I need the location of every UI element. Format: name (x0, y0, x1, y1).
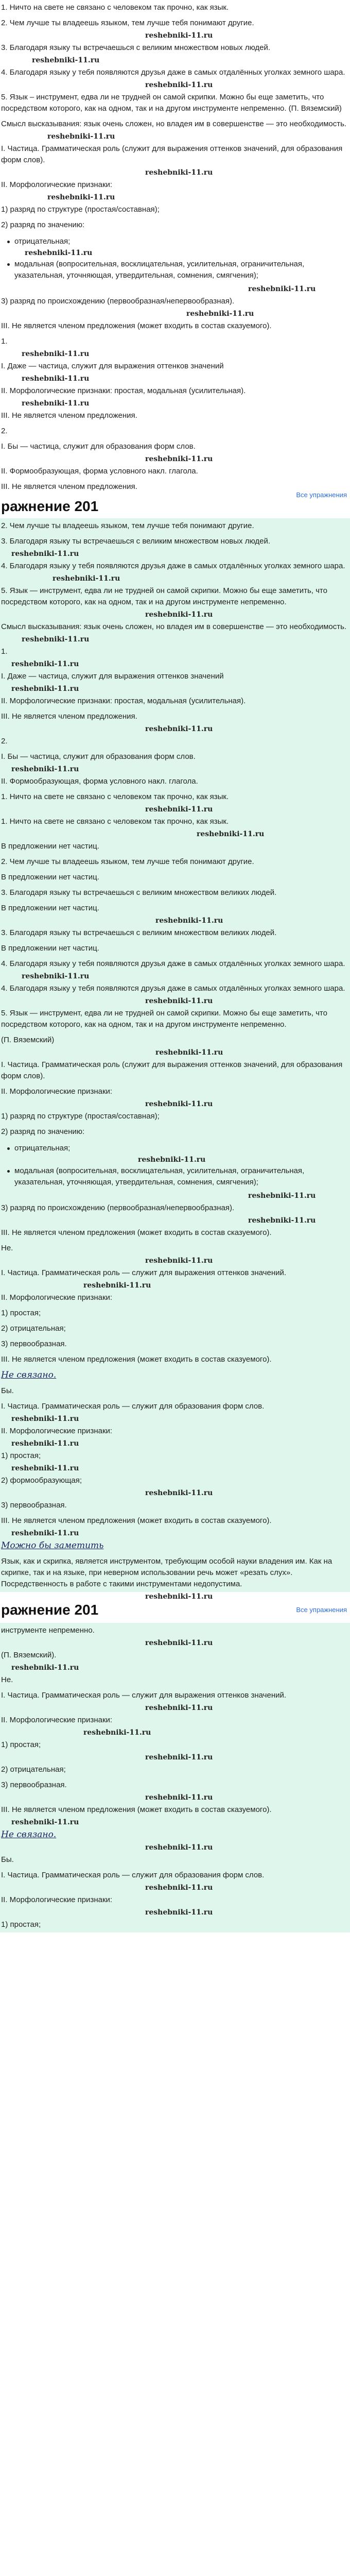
no-particles-note: В предложении нет частиц. (1, 944, 99, 953)
particle-by-features: II. Формообразующая, форма условного накл. глагола. (1, 777, 198, 786)
particle-ne-simple: 1) простая; (1, 1309, 41, 1317)
sentence-4: 4. Благодаря языку у тебя появляются друзья даже в самых отдалённых уголках земного шара. (1, 562, 345, 570)
particle-dazhe: I. Даже — частица, служит для выражения оттенков значений (1, 672, 224, 681)
watermark: reshebniki-11.ru (155, 1048, 223, 1057)
watermark: reshebniki-11.ru (11, 1818, 79, 1826)
watermark: reshebniki-11.ru (52, 574, 120, 583)
watermark: reshebniki-11.ru (197, 830, 265, 838)
watermark: reshebniki-11.ru (138, 1156, 206, 1164)
list-item: отрицательная; (14, 1142, 350, 1155)
watermark: reshebniki-11.ru (22, 375, 90, 383)
particle-ne-simple: 1) простая; (1, 1740, 41, 1749)
watermark: reshebniki-11.ru (11, 550, 79, 558)
watermark: reshebniki-11.ru (145, 1908, 213, 1917)
particle-ne-analysis-2: II. Морфологические признаки: (1, 1293, 113, 1302)
particle-by: I. Бы — частица, служит для образования форм слов. (1, 752, 196, 761)
watermark: reshebniki-11.ru (145, 1489, 213, 1497)
particle-dazhe-role: III. Не является членом предложения. (1, 411, 137, 420)
feature-meaning: 2) разряд по значению: (1, 1127, 85, 1136)
exercise-title: ражнение 201 (1, 498, 99, 514)
no-particles-note: В предложении нет частиц. (1, 873, 99, 882)
particle-ne-analysis-1: I. Частица. Грамматическая роль — служит для выражения оттенков значений. (1, 1691, 287, 1700)
all-exercises-link[interactable]: Все упражнения (296, 491, 347, 499)
particle-dazhe-role: III. Не является членом предложения. (1, 712, 137, 721)
list-item: отрицательная; (14, 235, 350, 248)
watermark: reshebniki-11.ru (155, 917, 223, 925)
feature-structure: 1) разряд по структуре (простая/составная); (1, 205, 160, 214)
particle-by-analysis-1: I. Частица. Грамматическая роль — служит для образования форм слов. (1, 1871, 265, 1879)
exercise-title: ражнение 201 (1, 1602, 99, 1618)
no-particles-note: В предложении нет частиц. (1, 904, 99, 912)
handwritten-phrase (1, 1827, 350, 1843)
handwritten-phrase (1, 1538, 350, 1554)
watermark: reshebniki-11.ru (145, 725, 213, 733)
particle-ne-analysis-1: I. Частица. Грамматическая роль — служит для выражения оттенков значений. (1, 1268, 287, 1277)
analysis-part-3: III. Не является членом предложения (может входить в состав сказуемого). (1, 1228, 272, 1237)
particle-by-analysis-1: I. Частица. Грамматическая роль — служит для образования форм слов. (1, 1402, 265, 1411)
particle-label: Не. (1, 1675, 13, 1684)
exercise-header (0, 1592, 350, 1623)
particle-ne-negative: 2) отрицательная; (1, 1765, 66, 1774)
section-answer-2 (0, 518, 350, 1592)
sentence-3: 3. Благодаря языку ты встречаешься с великим множеством новых людей. (1, 43, 271, 52)
author-attribution: (П. Вяземский). (1, 1651, 57, 1659)
watermark: reshebniki-11.ru (145, 1100, 213, 1108)
section-answer-3 (0, 1623, 350, 1933)
particle-by-primary: 3) первообразная. (1, 1501, 67, 1510)
sentence-2: 2. Чем лучше ты владеешь языком, тем лучше тебя понимают другие. (1, 857, 254, 866)
meaning-list (1, 233, 350, 284)
watermark: reshebniki-11.ru (47, 193, 115, 201)
watermark: reshebniki-11.ru (145, 611, 213, 619)
watermark: reshebniki-11.ru (145, 805, 213, 814)
sentence-3-repeat: 3. Благодаря языку ты встречаешься с великим множеством великих людей. (1, 928, 277, 937)
handwritten-phrase (1, 1367, 350, 1383)
meaning-statement: Смысл высказывания: язык очень сложен, но владея им в совершенстве — это необходимость. (1, 120, 347, 128)
feature-structure: 1) разряд по структуре (простая/составная); (1, 1112, 160, 1121)
particle-ne-analysis-2: II. Морфологические признаки: (1, 1716, 113, 1724)
particle-ne-primary: 3) первообразная. (1, 1340, 67, 1348)
sentence-2: 2. Чем лучше ты владеешь языком, тем лучше тебя понимают другие. (1, 19, 254, 27)
analysis-part-2: II. Морфологические признаки: (1, 1087, 113, 1096)
watermark: reshebniki-11.ru (11, 1439, 79, 1448)
sentence-3: 3. Благодаря языку ты встречаешься с великим множеством великих людей. (1, 888, 277, 897)
particle-by-analysis-2: II. Морфологические признаки: (1, 1895, 113, 1904)
sentence-5: 5. Язык — инструмент, едва ли не трудней он самой скрипки. Можно бы еще заметить, что посредством которого, как на одном, так и на другом инструменте непременно. (1, 1009, 327, 1029)
particle-ne-analysis-3: III. Не является членом предложения (может входить в состав сказуемого). (1, 1805, 272, 1814)
particle-ne-analysis-3: III. Не является членом предложения (может входить в состав сказуемого). (1, 1355, 272, 1364)
item-number: 1. (1, 337, 8, 346)
watermark: reshebniki-11.ru (145, 1704, 213, 1712)
watermark: reshebniki-11.ru (47, 132, 115, 141)
watermark: reshebniki-11.ru (186, 310, 254, 318)
particle-by-role: III. Не является членом предложения. (1, 482, 137, 491)
handwritten-text: Не связано. (1, 1829, 57, 1840)
analysis-part-3: III. Не является членом предложения (может входить в состав сказуемого). (1, 321, 272, 330)
watermark: reshebniki-11.ru (11, 1529, 79, 1537)
particle-by: I. Бы — частица, служит для образования форм слов. (1, 442, 196, 451)
sentence-4: 4. Благодаря языку у тебя появляются друзья даже в самых отдалённых уголках земного шара. (1, 68, 345, 77)
watermark: reshebniki-11.ru (248, 1192, 316, 1200)
exercise-header (0, 491, 350, 518)
watermark: reshebniki-11.ru (11, 1664, 79, 1672)
meaning-explanation: Язык, как и скрипка, является инструментом, требующим особой науки владения им. Как на скрипке, так и на языке, при неверном использовании речь может «резать слух». Посредственность в работе с такими инструментами недопустима. (1, 1557, 332, 1588)
analysis-part-1: I. Частица. Грамматическая роль (служит для выражения оттенков значений, для образования форм слов). (1, 144, 343, 164)
particle-by-analysis-3: III. Не является членом предложения (может входить в состав сказуемого). (1, 1516, 272, 1525)
particle-by-formative: 2) формообразующая; (1, 1476, 82, 1485)
item-number: 1. (1, 647, 8, 656)
feature-meaning: 2) разряд по значению: (1, 221, 85, 229)
particle-label: Не. (1, 1244, 13, 1252)
watermark: reshebniki-11.ru (248, 285, 316, 293)
analysis-part-2: II. Морфологические признаки: (1, 180, 113, 189)
watermark: reshebniki-11.ru (145, 1257, 213, 1265)
watermark: reshebniki-11.ru (145, 997, 213, 1005)
feature-origin: 3) разряд по происхождению (первообразная/непервообразная). (1, 1204, 235, 1212)
watermark: reshebniki-11.ru (11, 1415, 79, 1423)
handwritten-text: Можно бы заметить (1, 1540, 104, 1551)
watermark: reshebniki-11.ru (83, 1281, 151, 1290)
particle-by-simple: 1) простая; (1, 1920, 41, 1929)
meaning-statement: Смысл высказывания: язык очень сложен, но владея им в совершенстве — это необходимость. (1, 622, 347, 631)
sentence-3: 3. Благодаря языку ты встречаешься с великим множеством новых людей. (1, 537, 271, 546)
author-attribution: (П. Вяземский) (1, 1036, 55, 1044)
particle-ne-primary: 3) первообразная. (1, 1781, 67, 1789)
sentence-4-repeat: 4. Благодаря языку у тебя появляются друзья даже в самых отдалённых уголках земного шара. (1, 984, 345, 993)
watermark: reshebniki-11.ru (22, 350, 90, 358)
item-number: 2. (1, 737, 8, 745)
watermark: reshebniki-11.ru (145, 1753, 213, 1761)
particle-ne-negative: 2) отрицательная; (1, 1324, 66, 1333)
watermark: reshebniki-11.ru (11, 765, 79, 773)
watermark: reshebniki-11.ru (22, 972, 90, 980)
particle-dazhe-features: II. Морфологические признаки: простая, модальная (усилительная). (1, 697, 246, 705)
handwritten-text: Не связано. (1, 1370, 57, 1380)
analysis-part-1: I. Частица. Грамматическая роль (служит для выражения оттенков значений, для образования форм слов). (1, 1060, 343, 1080)
watermark: reshebniki-11.ru (145, 1884, 213, 1892)
watermark: reshebniki-11.ru (11, 1464, 79, 1472)
particle-by-features: II. Формообразующая, форма условного накл. глагола. (1, 467, 198, 476)
watermark: reshebniki-11.ru (11, 660, 79, 668)
particle-label: Бы. (1, 1386, 14, 1395)
list-item: модальная (вопросительная, восклицательная, усилительная, ограничительная, указательная, уточняющая, утвердительная, сомнения, смягчения); (14, 1164, 350, 1189)
particle-by-simple: 1) простая; (1, 1451, 41, 1460)
watermark: reshebniki-11.ru (11, 685, 79, 693)
particle-dazhe-features: II. Морфологические признаки: простая, модальная (усилительная). (1, 386, 246, 395)
watermark: reshebniki-11.ru (145, 81, 213, 89)
no-particles-note: В предложении нет частиц. (1, 842, 99, 851)
section-answer-1 (0, 0, 350, 495)
watermark: reshebniki-11.ru (32, 56, 100, 64)
sentence-4: 4. Благодаря языку у тебя появляются друзья даже в самых отдалённых уголках земного шара. (1, 959, 345, 968)
watermark: reshebniki-11.ru (145, 31, 213, 40)
watermark: reshebniki-11.ru (22, 635, 90, 643)
sentence-5: 5. Язык — инструмент, едва ли не трудней он самой скрипки. Можно бы еще заметить, что посредством которого, как на одном, так и на другом инструменте непременно. (1, 586, 327, 606)
watermark: reshebniki-11.ru (25, 249, 93, 257)
list-item: модальная (вопросительная, восклицательная, усилительная, ограничительная, указательная, уточняющая, утвердительная, сомнения, смягчения); (14, 258, 350, 282)
sentence-1: 1. Ничто на свете не связано с человеком так прочно, как язык. (1, 3, 229, 12)
particle-dazhe: I. Даже — частица, служит для выражения оттенков значений (1, 362, 224, 370)
meaning-list (1, 1140, 350, 1191)
sentence-1: 1. Ничто на свете не связано с человеком так прочно, как язык. (1, 792, 229, 801)
particle-label: Бы. (1, 1855, 14, 1864)
watermark: reshebniki-11.ru (22, 399, 90, 408)
watermark: reshebniki-11.ru (248, 1216, 316, 1225)
sentence-5-tail: инструменте непременно. (1, 1626, 95, 1635)
all-exercises-link[interactable]: Все упражнения (296, 1606, 347, 1614)
watermark: reshebniki-11.ru (145, 168, 213, 177)
sentence-1-repeat: 1. Ничто на свете не связано с человеком так прочно, как язык. (1, 817, 229, 826)
feature-origin: 3) разряд по происхождению (первообразная/непервообразная). (1, 297, 235, 306)
sentence-5: 5. Язык – инструмент, едва ли не трудней он самой скрипки. Можно бы еще заметить, что посредством которого, как на одном, так и на другом инструменте непременно. (П. Вяземский) (1, 93, 342, 113)
watermark: reshebniki-11.ru (145, 1793, 213, 1802)
sentence-2: 2. Чем лучше ты владеешь языком, тем лучше тебя понимают другие. (1, 521, 254, 530)
item-number: 2. (1, 427, 8, 435)
watermark: reshebniki-11.ru (145, 455, 213, 463)
particle-by-analysis-2: II. Морфологические признаки: (1, 1427, 113, 1435)
watermark: reshebniki-11.ru (145, 1592, 213, 1601)
watermark: reshebniki-11.ru (145, 1639, 213, 1647)
watermark: reshebniki-11.ru (145, 1843, 213, 1852)
watermark: reshebniki-11.ru (83, 1728, 151, 1737)
